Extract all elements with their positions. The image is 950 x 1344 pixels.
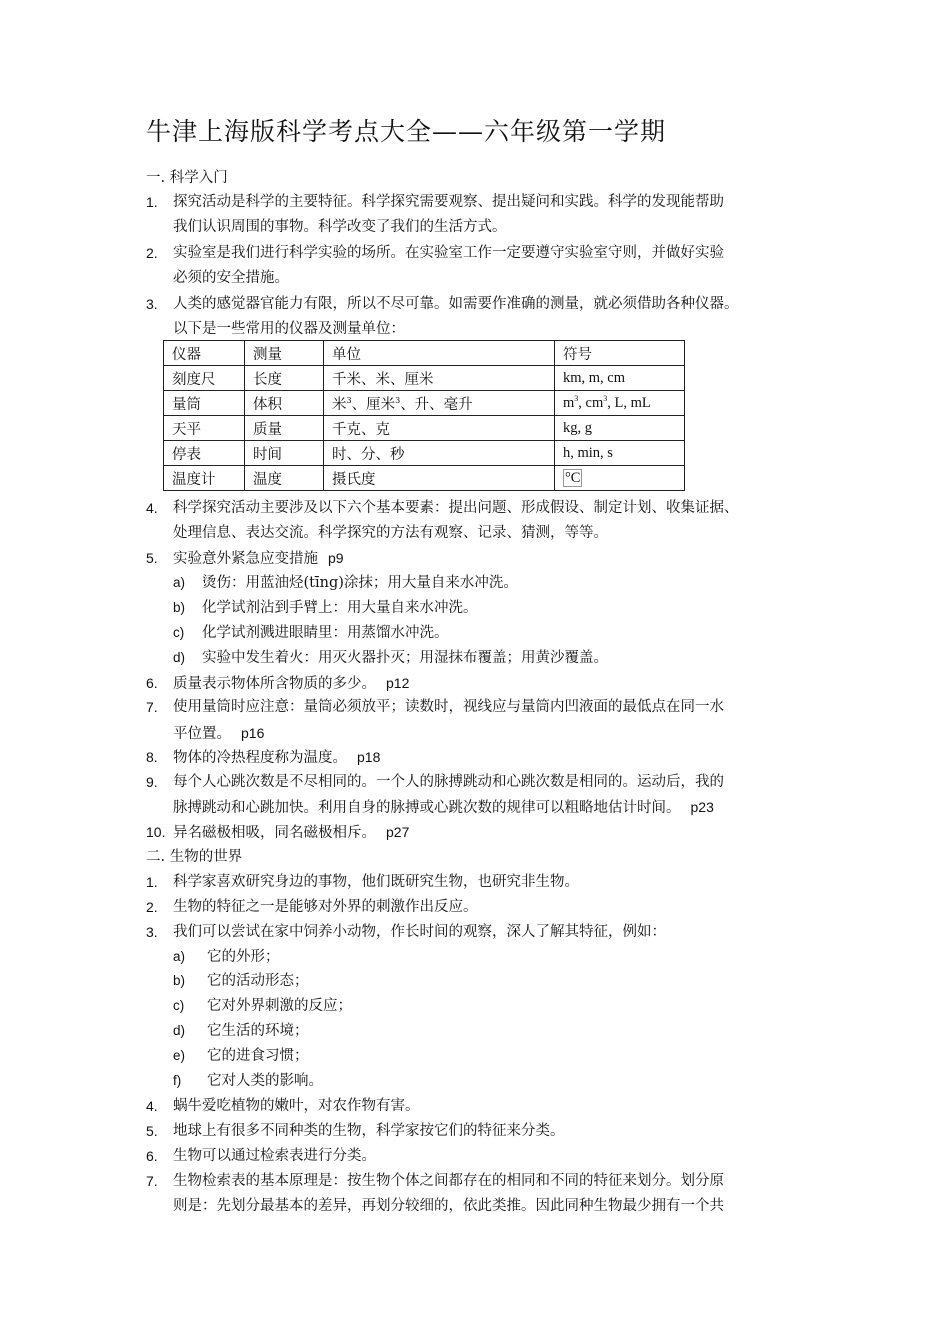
table-cell: kg, g xyxy=(555,416,685,441)
symbol-text: , cm xyxy=(578,394,604,411)
table-row xyxy=(164,416,685,441)
item-number: 3. xyxy=(146,296,158,312)
table-cell: 长度 xyxy=(245,366,324,391)
item-text xyxy=(173,823,409,842)
sub-item-text: 实验中发生着火：用灭火器扑灭；用湿抹布覆盖；用黄沙覆盖。 xyxy=(202,650,608,666)
item-text-content: 物体的冷热程度称为温度。 xyxy=(173,750,347,766)
table-cell: 体积 xyxy=(245,391,324,416)
item-text xyxy=(173,724,264,743)
symbol-text: m xyxy=(563,394,575,411)
sub-item-text: 烫伤：用蓝油烃(tīng)涂抹；用大量自来水冲洗。 xyxy=(202,575,518,591)
sub-item-letter: c) xyxy=(173,998,185,1013)
item-text-content: 平位置。 xyxy=(173,726,231,742)
item-number: 3. xyxy=(146,924,158,940)
item-text: 必须的安全措施。 xyxy=(173,270,289,286)
unit-text: 、升、毫升 xyxy=(400,396,473,413)
item-text: 探究活动是科学的主要特征。科学探究需要观察、提出疑问和实践。科学的发现能帮助 xyxy=(173,194,724,210)
table-cell: 天平 xyxy=(164,416,245,441)
superscript: 3 xyxy=(603,394,608,404)
sub-item-letter: f) xyxy=(173,1073,182,1088)
item-number: 10. xyxy=(146,824,166,840)
table-cell: 千克、克 xyxy=(324,416,555,441)
sub-item-text: 化学试剂溅进眼睛里：用蒸馏水冲洗。 xyxy=(202,625,449,641)
table-cell: 停表 xyxy=(164,441,245,466)
item-number: 6. xyxy=(146,1148,158,1164)
unit-text: 、厘米 xyxy=(351,396,396,413)
item-text: 科学探究活动主要涉及以下六个基本要素：提出问题、形成假设、制定计划、收集证据、 xyxy=(173,500,739,516)
superscript: 3 xyxy=(574,394,579,404)
page-reference: p18 xyxy=(357,749,381,765)
item-text: 处理信息、表达交流。科学探究的方法有观察、记录、猜测，等等。 xyxy=(173,525,608,541)
unit-text: 米 xyxy=(332,396,347,413)
item-number: 1. xyxy=(146,874,158,890)
item-text: 生物的特征之一是能够对外界的刺激作出反应。 xyxy=(173,899,478,915)
table-cell xyxy=(555,391,685,416)
sub-item-letter: d) xyxy=(173,1023,186,1038)
item-text xyxy=(173,674,409,693)
item-text-content: 质量表示物体所含物质的多少。 xyxy=(173,676,376,692)
table-cell: 时、分、秒 xyxy=(324,441,555,466)
page-reference: p23 xyxy=(690,799,714,815)
item-text: 人类的感觉器官能力有限，所以不尽可靠。如需要作准确的测量，就必须借助各种仪器。 xyxy=(173,296,739,312)
sub-item-letter: a) xyxy=(173,575,186,590)
table-row xyxy=(164,441,685,466)
superscript: 3 xyxy=(346,395,352,405)
item-text: 生物可以通过检索表进行分类。 xyxy=(173,1148,376,1164)
item-number: 4. xyxy=(146,500,158,516)
item-text: 则是：先划分最基本的差异，再划分较细的，依此类推。因此同种生物最少拥有一个共 xyxy=(173,1198,724,1214)
sub-item-text: 它的进食习惯； xyxy=(207,1048,309,1064)
table-cell: h, min, s xyxy=(555,441,685,466)
sub-item-letter: b) xyxy=(173,973,186,988)
table-header-row xyxy=(164,341,685,366)
table-row xyxy=(164,366,685,391)
item-number: 7. xyxy=(146,1173,158,1189)
table-cell: 温度 xyxy=(245,466,324,491)
item-number: 4. xyxy=(146,1098,158,1114)
item-text: 蜗牛爱吃植物的嫩叶，对农作物有害。 xyxy=(173,1098,420,1114)
table-cell: 千米、米、厘米 xyxy=(324,366,555,391)
table-header: 符号 xyxy=(555,341,685,366)
page-reference: p27 xyxy=(386,824,410,840)
item-number: 9. xyxy=(146,774,158,790)
item-text xyxy=(173,798,714,817)
item-text: 我们认识周围的事物。科学改变了我们的生活方式。 xyxy=(173,219,507,235)
page-reference: p9 xyxy=(328,550,344,566)
table-cell xyxy=(555,466,685,491)
item-text: 每个人心跳次数是不尽相同的。一个人的脉搏跳动和心跳次数是相同的。运动后，我的 xyxy=(173,774,724,790)
sub-item-letter: b) xyxy=(173,600,186,615)
section-heading-1: 一. 科学入门 xyxy=(146,170,228,186)
sub-item-text: 它的外形； xyxy=(207,949,280,965)
table-cell: 刻度尺 xyxy=(164,366,245,391)
table-cell: 量筒 xyxy=(164,391,245,416)
table-cell: 温度计 xyxy=(164,466,245,491)
item-text: 以下是一些常用的仪器及测量单位： xyxy=(173,321,405,337)
item-text: 科学家喜欢研究身边的事物，他们既研究生物，也研究非生物。 xyxy=(173,874,579,890)
item-number: 5. xyxy=(146,550,158,566)
document-title: 牛津上海版科学考点大全——六年级第一学期 xyxy=(146,117,667,146)
table-cell: km, m, cm xyxy=(555,366,685,391)
page-reference: p16 xyxy=(241,725,265,741)
item-number: 6. xyxy=(146,675,158,691)
sub-item-text: 它的活动形态； xyxy=(207,973,309,989)
sub-item-text: 化学试剂沾到手臂上：用大量自来水冲洗。 xyxy=(202,600,478,616)
item-number: 7. xyxy=(146,699,158,715)
section-heading-2: 二. 生物的世界 xyxy=(146,849,243,865)
item-number: 5. xyxy=(146,1123,158,1139)
superscript: 3 xyxy=(395,395,401,405)
item-text-content: 脉搏跳动和心跳加快。利用自身的脉搏或心跳次数的规律可以粗略地估计时间。 xyxy=(173,800,681,816)
instrument-table xyxy=(163,340,685,491)
table-cell: 摄氏度 xyxy=(324,466,555,491)
table-cell: 时间 xyxy=(245,441,324,466)
item-text xyxy=(173,549,344,568)
table-header: 测量 xyxy=(245,341,324,366)
item-text-content: 实验意外紧急应变措施 xyxy=(173,551,318,567)
table-row xyxy=(164,391,685,416)
table-cell xyxy=(324,391,555,416)
item-number: 8. xyxy=(146,749,158,765)
item-text: 实验室是我们进行科学实验的场所。在实验室工作一定要遵守实验室守则，并做好实验 xyxy=(173,245,724,261)
item-text: 地球上有很多不同种类的生物，科学家按它们的特征来分类。 xyxy=(173,1123,565,1139)
sub-item-text: 它生活的环境； xyxy=(207,1023,309,1039)
sub-item-letter: e) xyxy=(173,1048,186,1063)
celsius-symbol: °C xyxy=(565,469,581,486)
sub-item-text: 它对人类的影响。 xyxy=(207,1073,323,1089)
item-text-content: 异名磁极相吸，同名磁极相斥。 xyxy=(173,825,376,841)
table-row xyxy=(164,466,685,491)
sub-item-text: 它对外界刺激的反应； xyxy=(207,998,352,1014)
sub-item-letter: c) xyxy=(173,625,185,640)
table-header: 单位 xyxy=(324,341,555,366)
sub-item-letter: d) xyxy=(173,650,186,665)
table-cell: 质量 xyxy=(245,416,324,441)
item-text: 使用量筒时应注意：量筒必须放平；读数时，视线应与量筒内凹液面的最低点在同一水 xyxy=(173,699,724,715)
item-text: 我们可以尝试在家中饲养小动物，作长时间的观察，深人了解其特征，例如： xyxy=(173,924,666,940)
item-number: 2. xyxy=(146,899,158,915)
item-text xyxy=(173,748,380,767)
item-number: 2. xyxy=(146,245,158,261)
item-number: 1. xyxy=(146,194,158,210)
page-reference: p12 xyxy=(386,675,410,691)
sub-item-letter: a) xyxy=(173,949,186,964)
symbol-text: , L, mL xyxy=(607,394,651,411)
item-text: 生物检索表的基本原理是：按生物个体之间都存在的相同和不同的特征来划分。划分原 xyxy=(173,1173,724,1189)
table-header: 仪器 xyxy=(164,341,245,366)
